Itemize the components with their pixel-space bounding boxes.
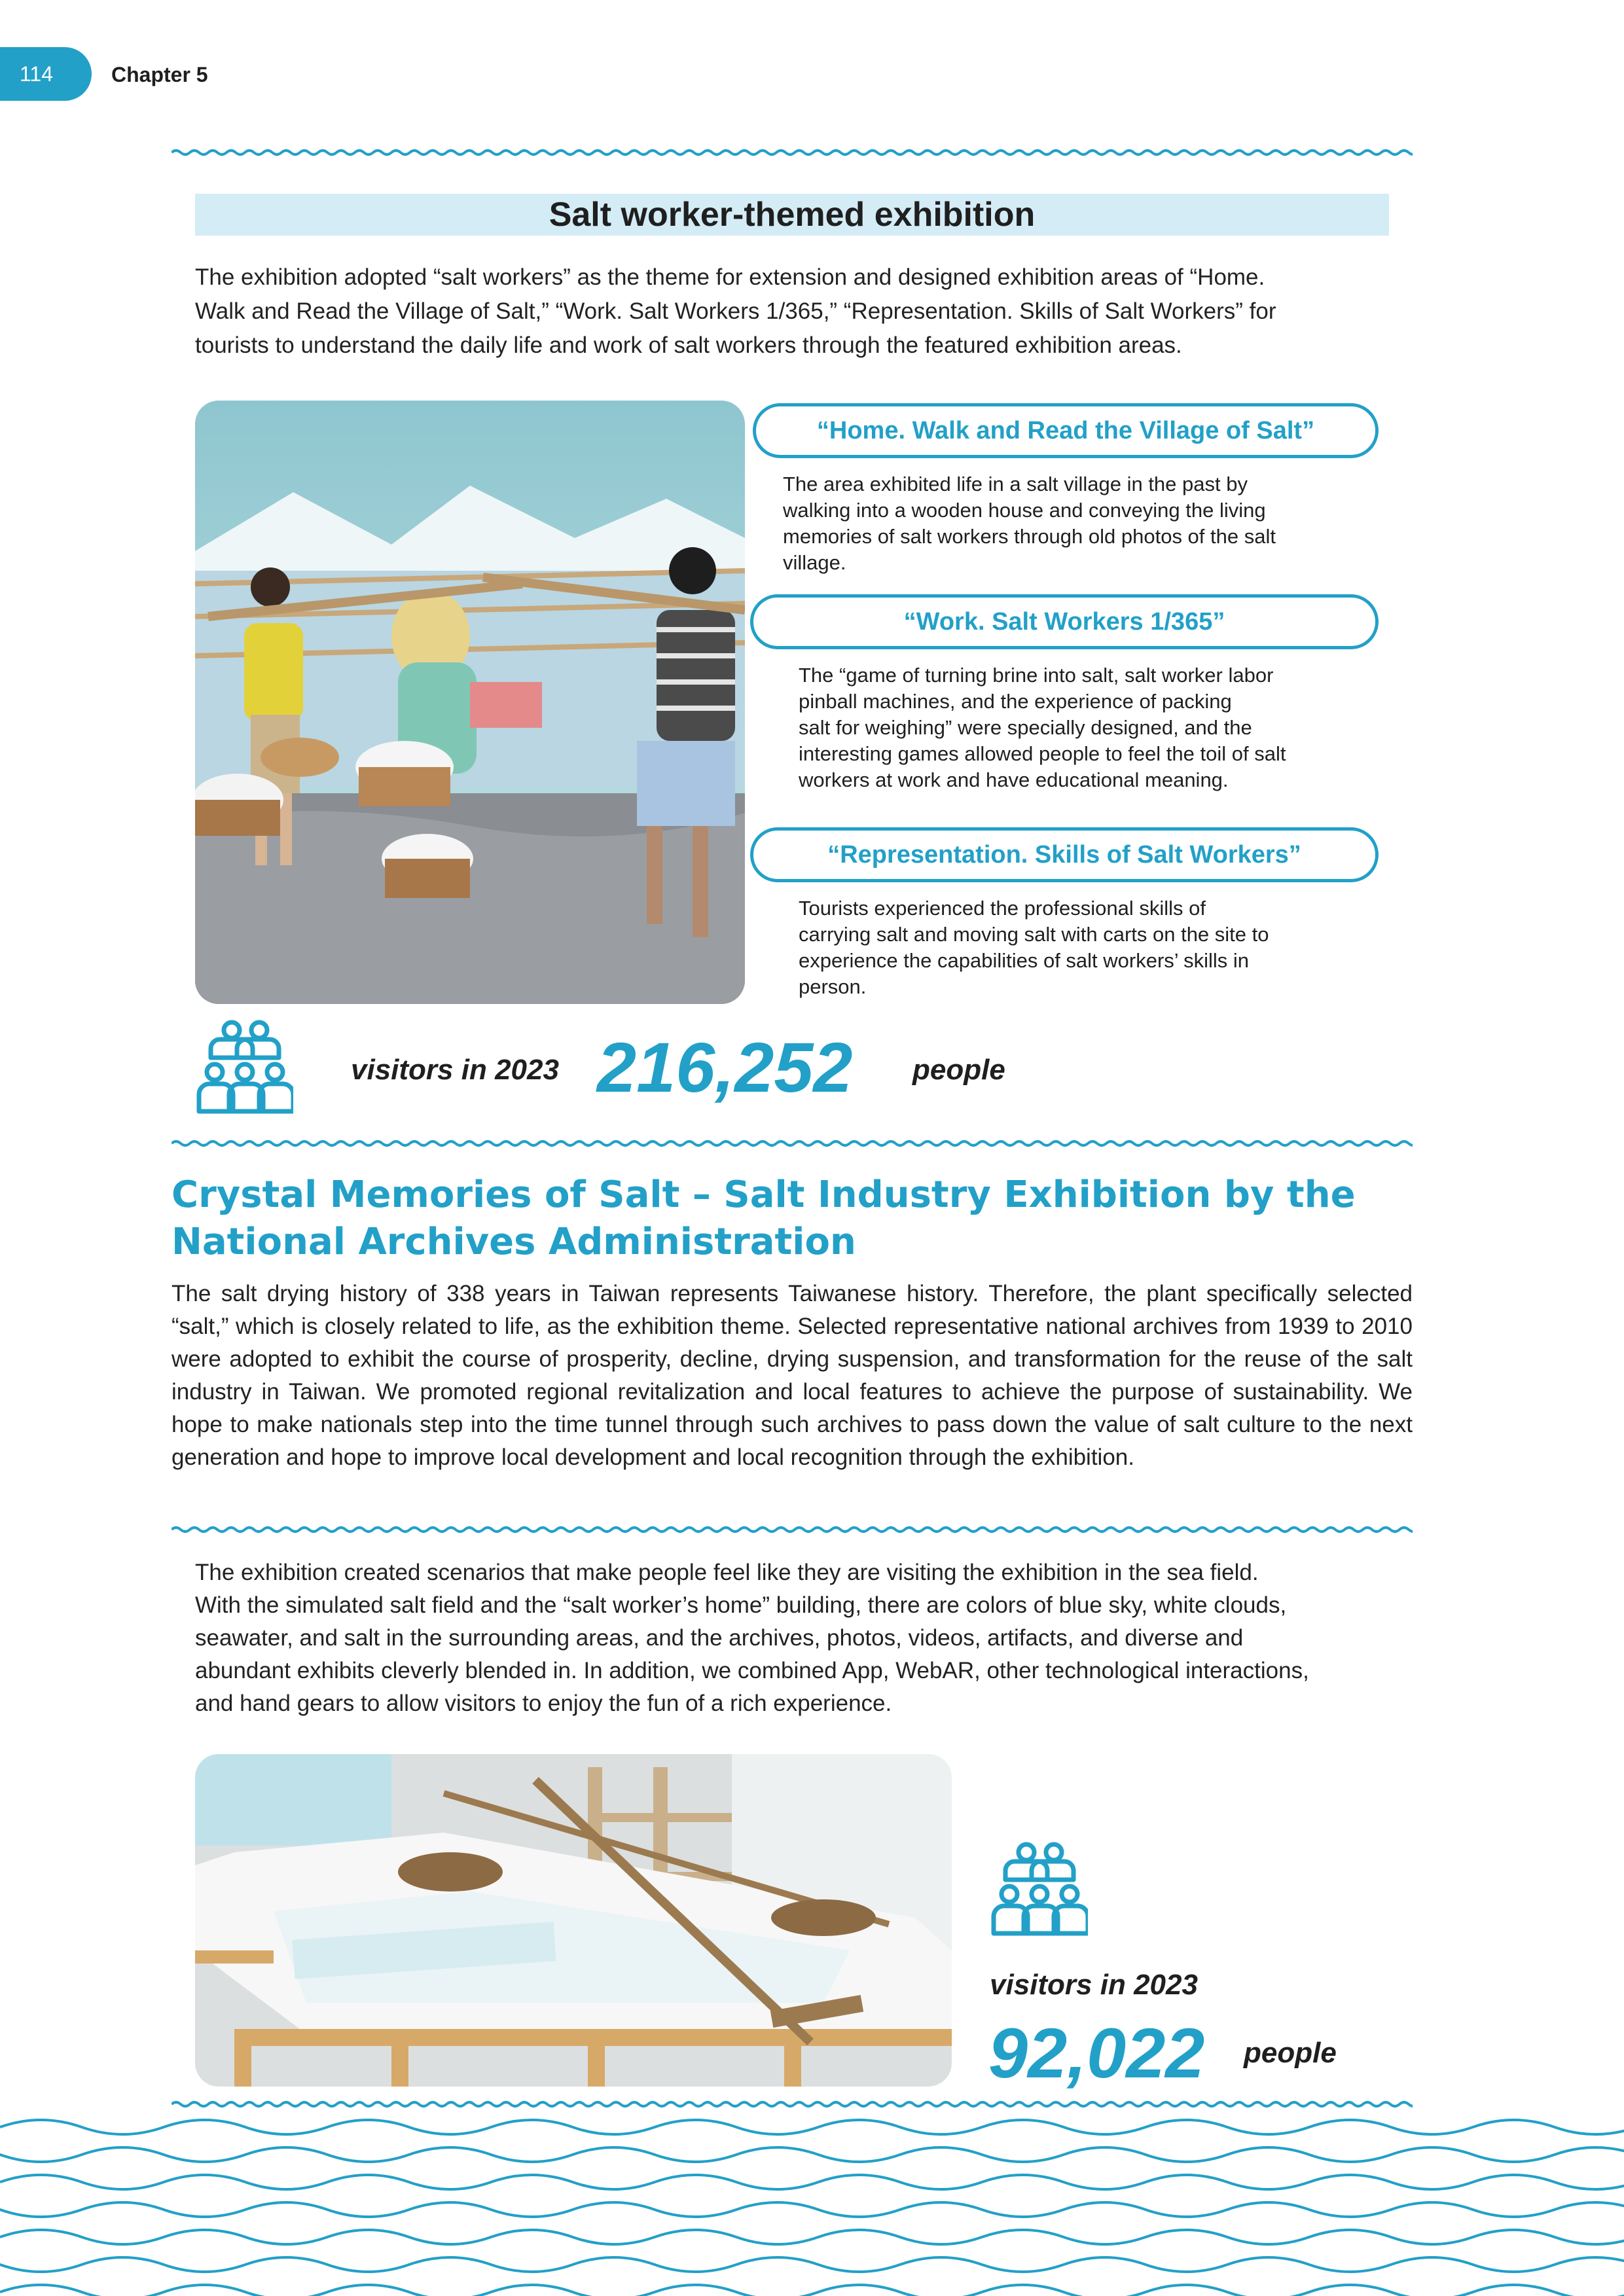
section-heading [171, 1172, 1454, 1266]
ocean-wave-line [0, 2285, 1624, 2296]
description-line: village. [783, 551, 846, 574]
scenario-line: and hand gears to allow visitors to enjoy the fun of a rich experience. [195, 1691, 892, 1716]
area-representation-title: “Representation. Skills of Salt Workers” [750, 827, 1379, 882]
ocean-wave-line [0, 2257, 1624, 2272]
ocean-wave-line [0, 2230, 1624, 2244]
intro-line: tourists to understand the daily life and work of salt workers through the featured exhibition areas. [195, 332, 1182, 358]
ocean-wave-line [0, 2175, 1624, 2189]
section-body: The salt drying history of 338 years in Taiwan represents Taiwanese history. Therefore, the plant specifically selected “salt,” which is closely related to life, as the exhibition theme. Selected representative national archives from 1939 to 2010 were adopted to exhibit the course of prosperity, decline, drying suspension, and transformation for the reuse of the salt industry in Taiwan. We promoted regional revitalization and local features to achieve the purpose of sustainability. We hope to make nationals step into the time tunnel through such archives to pass down the value of salt culture to the next generation and hope to improve local development and local recognition through the exhibition. [171, 1281, 1413, 1470]
area-home-title: “Home. Walk and Read the Village of Salt” [753, 403, 1379, 458]
description-line: The area exhibited life in a salt village in the past by [783, 473, 1248, 495]
salt-mural-photo [195, 401, 745, 1004]
area-work-title: “Work. Salt Workers 1/365” [750, 594, 1379, 649]
ocean-waves [0, 2108, 1624, 2296]
ocean-wave-line [0, 2202, 1624, 2217]
intro-line: The exhibition adopted “salt workers” as the theme for extension and designed exhibition areas of “Home. [195, 264, 1265, 290]
chapter-label: Chapter 5 [111, 63, 208, 86]
description-line: memories of salt workers through old photos of the salt [783, 525, 1276, 548]
ocean-wave-line [0, 2120, 1624, 2134]
wave-divider [171, 1136, 1413, 1151]
people-group-icon [991, 1842, 1088, 1937]
description-line: walking into a wooden house and conveying the living [783, 499, 1266, 522]
ocean-wave-line [0, 2147, 1624, 2162]
description-line: salt for weighing” were specially designed, and the [799, 716, 1252, 739]
description-line: The “game of turning brine into salt, salt worker labor [799, 664, 1274, 687]
scenario-line: With the simulated salt field and the “salt worker’s home” building, there are colors of blue sky, white clouds, [195, 1592, 1287, 1618]
page-number-tab [0, 47, 92, 101]
visitor-count: 216,252 [597, 1028, 853, 1107]
section-title: Salt worker-themed exhibition [549, 196, 1036, 234]
scenario-paragraph [195, 1556, 1439, 1720]
description-line: interesting games allowed people to feel the toil of salt [799, 742, 1286, 765]
people-group-icon [196, 1020, 293, 1115]
heading-line: Crystal Memories of Salt – Salt Industry Exhibition by the [171, 1174, 1356, 1216]
visitors-label: visitors in 2023 [351, 1054, 559, 1086]
description-line: person. [799, 975, 867, 998]
scenario-line: seawater, and salt in the surrounding areas, and the archives, photos, videos, artifacts, and diverse and [195, 1625, 1244, 1651]
wave-divider [171, 145, 1413, 160]
description-line: workers at work and have educational meaning. [799, 768, 1229, 791]
exhibition-hall-photo [195, 1754, 952, 2087]
description-line: experience the capabilities of salt workers’ skills in [799, 949, 1250, 972]
intro-line: Walk and Read the Village of Salt,” “Work. Salt Workers 1/365,” “Representation. Skills of Salt Workers” for [195, 298, 1276, 324]
visitor-count: 92,022 [988, 2013, 1205, 2092]
visitors-unit: people [1244, 2037, 1337, 2069]
visitors-unit: people [912, 1054, 1005, 1086]
heading-line: National Archives Administration [171, 1221, 856, 1263]
description-line: Tourists experienced the professional skills of [799, 897, 1206, 920]
scenario-line: abundant exhibits cleverly blended in. In addition, we combined App, WebAR, other technological interactions, [195, 1658, 1309, 1683]
intro-paragraph [195, 260, 1439, 363]
area-work-description [799, 662, 1375, 793]
scenario-line: The exhibition created scenarios that make people feel like they are visiting the exhibition in the sea field. [195, 1560, 1259, 1585]
area-representation-description [799, 895, 1375, 1000]
page-number: 114 [20, 62, 54, 86]
visitors-label: visitors in 2023 [990, 1969, 1198, 2001]
description-line: carrying salt and moving salt with carts on the site to [799, 923, 1269, 946]
wave-divider [171, 1522, 1413, 1537]
description-line: pinball machines, and the experience of packing [799, 690, 1232, 713]
area-home-description [783, 471, 1372, 576]
